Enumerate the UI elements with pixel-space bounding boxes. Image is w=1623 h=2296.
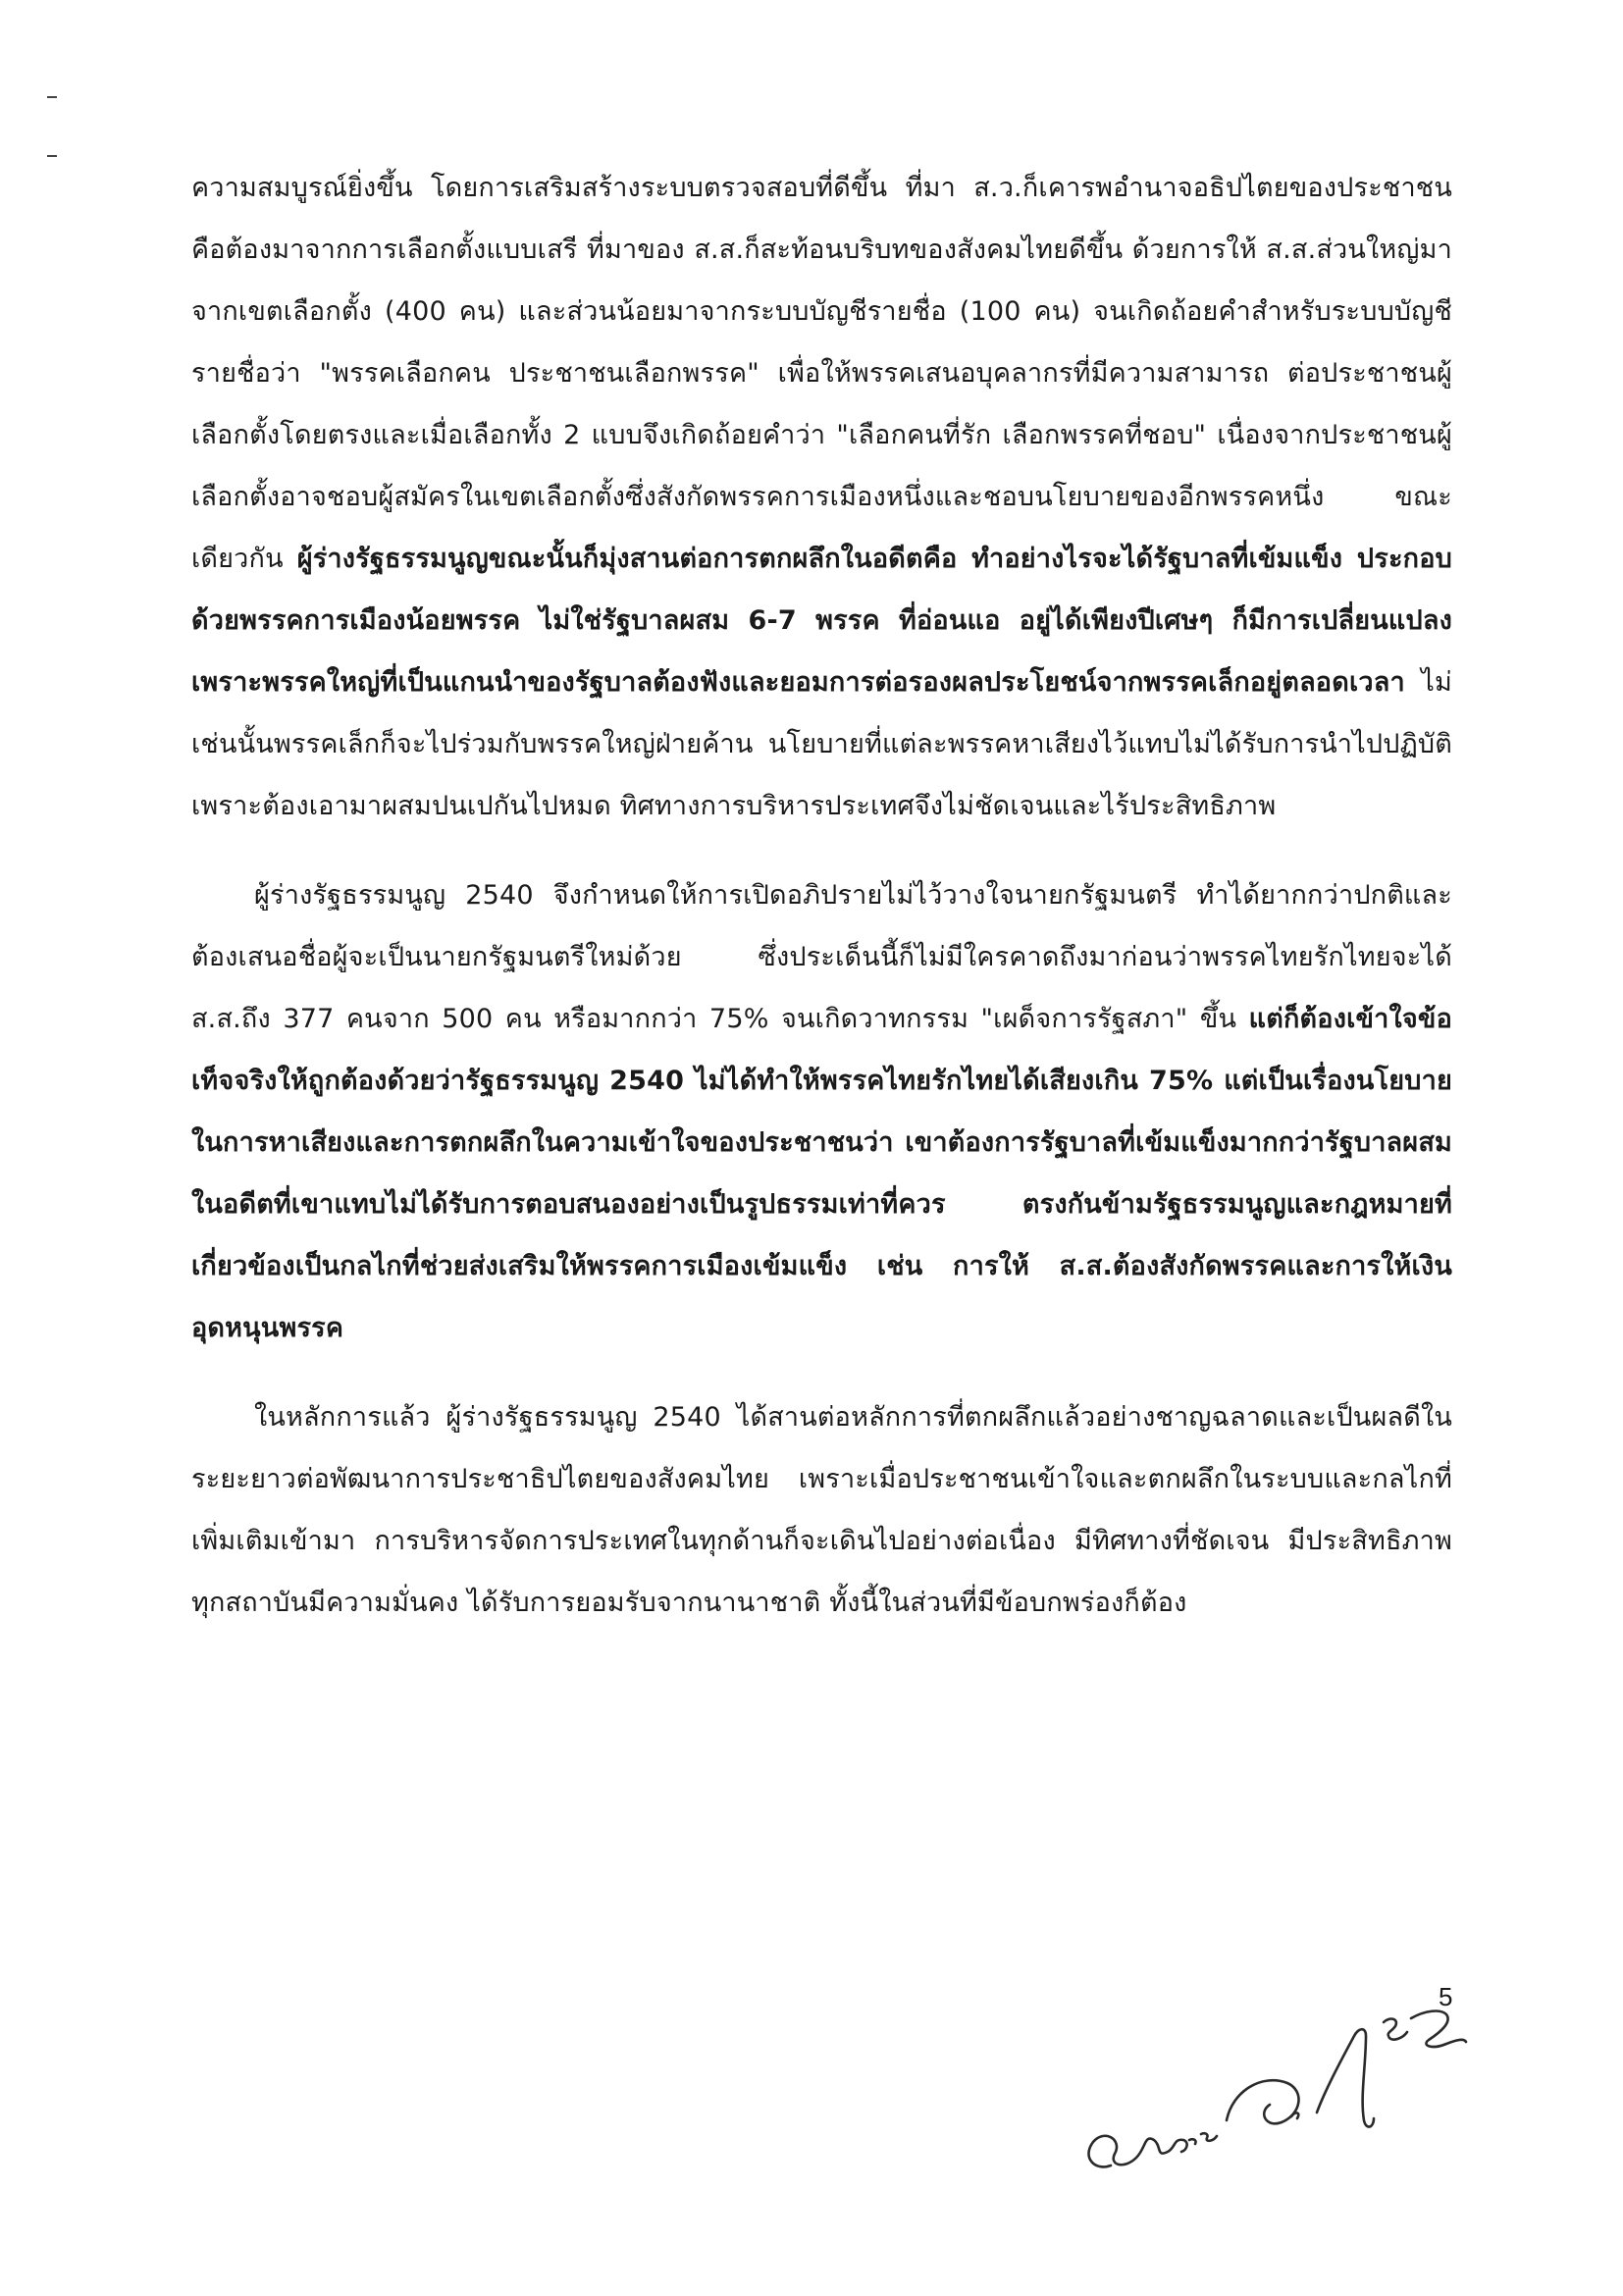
page-number: 5 [1439, 1982, 1453, 2011]
text-run: ความสมบูรณ์ยิ่งขึ้น โดยการเสริมสร้างระบบตรวจสอบที่ดีขึ้น ที่มา ส.ว.ก็เคารพอำนาจอธิปไตยของประชาชน คือต้องมาจากการเลือกตั้งแบบเสรี ที่มาของ ส.ส.ก็สะท้อนบริบทของสังคมไทยดีขึ้น ด้วยการให้ ส.ส.ส่วนใหญ่มาจากเขตเลือกตั้ง (400 คน) และส่วนน้อยมาจากระบบบัญชีรายชื่อ (100 คน) จนเกิดถ้อยคำสำหรับระบบบัญชีรายชื่อว่า "พรรคเลือกคน ประชาชนเลือกพรรค" เพื่อให้พรรคเสนอบุคลากรที่มีความสามารถ ต่อประชาชนผู้เลือกตั้งโดยตรงและเมื่อเลือกทั้ง 2 แบบจึงเกิดถ้อยคำว่า "เลือกคนที่รัก เลือกพรรคที่ชอบ" เนื่องจากประชาชนผู้เลือกตั้งอาจชอบผู้สมัครในเขตเลือกตั้งซึ่งสังกัดพรรคการเมืองหนึ่งและชอบนโยบายของอีกพรรคหนึ่ง ขณะเดียวกัน [191, 173, 1452, 574]
paragraph-1 [191, 157, 1452, 837]
bold-text-run: แต่ก็ต้องเข้าใจข้อเท็จจริงให้ถูกต้องด้วยว่ารัฐธรรมนูญ 2540 ไม่ได้ทำให้พรรคไทยรักไทยได้เสียงเกิน 75% แต่เป็นเรื่องนโยบายในการหาเสียงและการตกผลึกในความเข้าใจของประชาชนว่า เขาต้องการรัฐบาลที่เข้มแข็งมากกว่ารัฐบาลผสมในอดีตที่เขาแทบไม่ได้รับการตอบสนองอย่างเป็นรูปธรรมเท่าที่ควร ตรงกันข้ามรัฐธรรมนูญและกฎหมายที่เกี่ยวข้องเป็นกลไกที่ช่วยส่งเสริมให้พรรคการเมืองเข้มแข็ง เช่น การให้ ส.ส.ต้องสังกัดพรรคและการให้เงินอุดหนุนพรรค [191, 1004, 1452, 1343]
bold-text-run: ผู้ร่างรัฐธรรมนูญขณะนั้นก็มุ่งสานต่อการตกผลึกในอดีตคือ ทำอย่างไรจะได้รัฐบาลที่เข้มแข็ง ประกอบด้วยพรรคการเมืองน้อยพรรค ไม่ใช่รัฐบาลผสม 6-7 พรรค ที่อ่อนแอ อยู่ได้เพียงปีเศษๆ ก็มีการเปลี่ยนแปลงเพราะพรรคใหญ่ที่เป็นแกนนำของรัฐบาลต้องฟังและยอมการต่อรองผลประโยชน์จากพรรคเล็กอยู่ตลอดเวลา [191, 544, 1452, 698]
scan-mark [47, 155, 57, 157]
handwritten-signature [1060, 1948, 1472, 2173]
text-run: ผู้ร่างรัฐธรรมนูญ 2540 จึงกำหนดให้การเปิดอภิปรายไม่ไว้วางใจนายกรัฐมนตรี ทำได้ยากกว่าปกติและต้องเสนอชื่อผู้จะเป็นนายกรัฐมนตรีใหม่ด้วย ซึ่งประเด็นนี้ก็ไม่มีใครคาดถึงมาก่อนว่าพรรคไทยรักไทยจะได้ ส.ส.ถึง 377 คนจาก 500 คน หรือมากกว่า 75% จนเกิดวาทกรรม "เผด็จการรัฐสภา" ขึ้น [191, 880, 1452, 1034]
body-text [191, 157, 1452, 1634]
text-run: ไม่เช่นนั้นพรรคเล็กก็จะไปร่วมกับพรรคใหญ่ฝ่ายค้าน นโยบายที่แต่ละพรรคหาเสียงไว้แทบไม่ได้รับการนำไปปฏิบัติ เพราะต้องเอามาผสมปนเปกันไปหมด ทิศทางการบริหารประเทศจึงไม่ชัดเจนและไร้ประสิทธิภาพ [191, 667, 1452, 821]
scan-mark [47, 96, 57, 98]
paragraph-3 [191, 1386, 1452, 1634]
paragraph-2 [191, 864, 1452, 1359]
text-run: ในหลักการแล้ว ผู้ร่างรัฐธรรมนูญ 2540 ได้สานต่อหลักการที่ตกผลึกแล้วอย่างชาญฉลาดและเป็นผลดีในระยะยาวต่อพัฒนาการประชาธิปไตยของสังคมไทย เพราะเมื่อประชาชนเข้าใจและตกผลึกในระบบและกลไกที่เพิ่มเติมเข้ามา การบริหารจัดการประเทศในทุกด้านก็จะเดินไปอย่างต่อเนื่อง มีทิศทางที่ชัดเจน มีประสิทธิภาพ ทุกสถาบันมีความมั่นคง ได้รับการยอมรับจากนานาชาติ ทั้งนี้ในส่วนที่มีข้อบกพร่องก็ต้อง [191, 1402, 1452, 1618]
